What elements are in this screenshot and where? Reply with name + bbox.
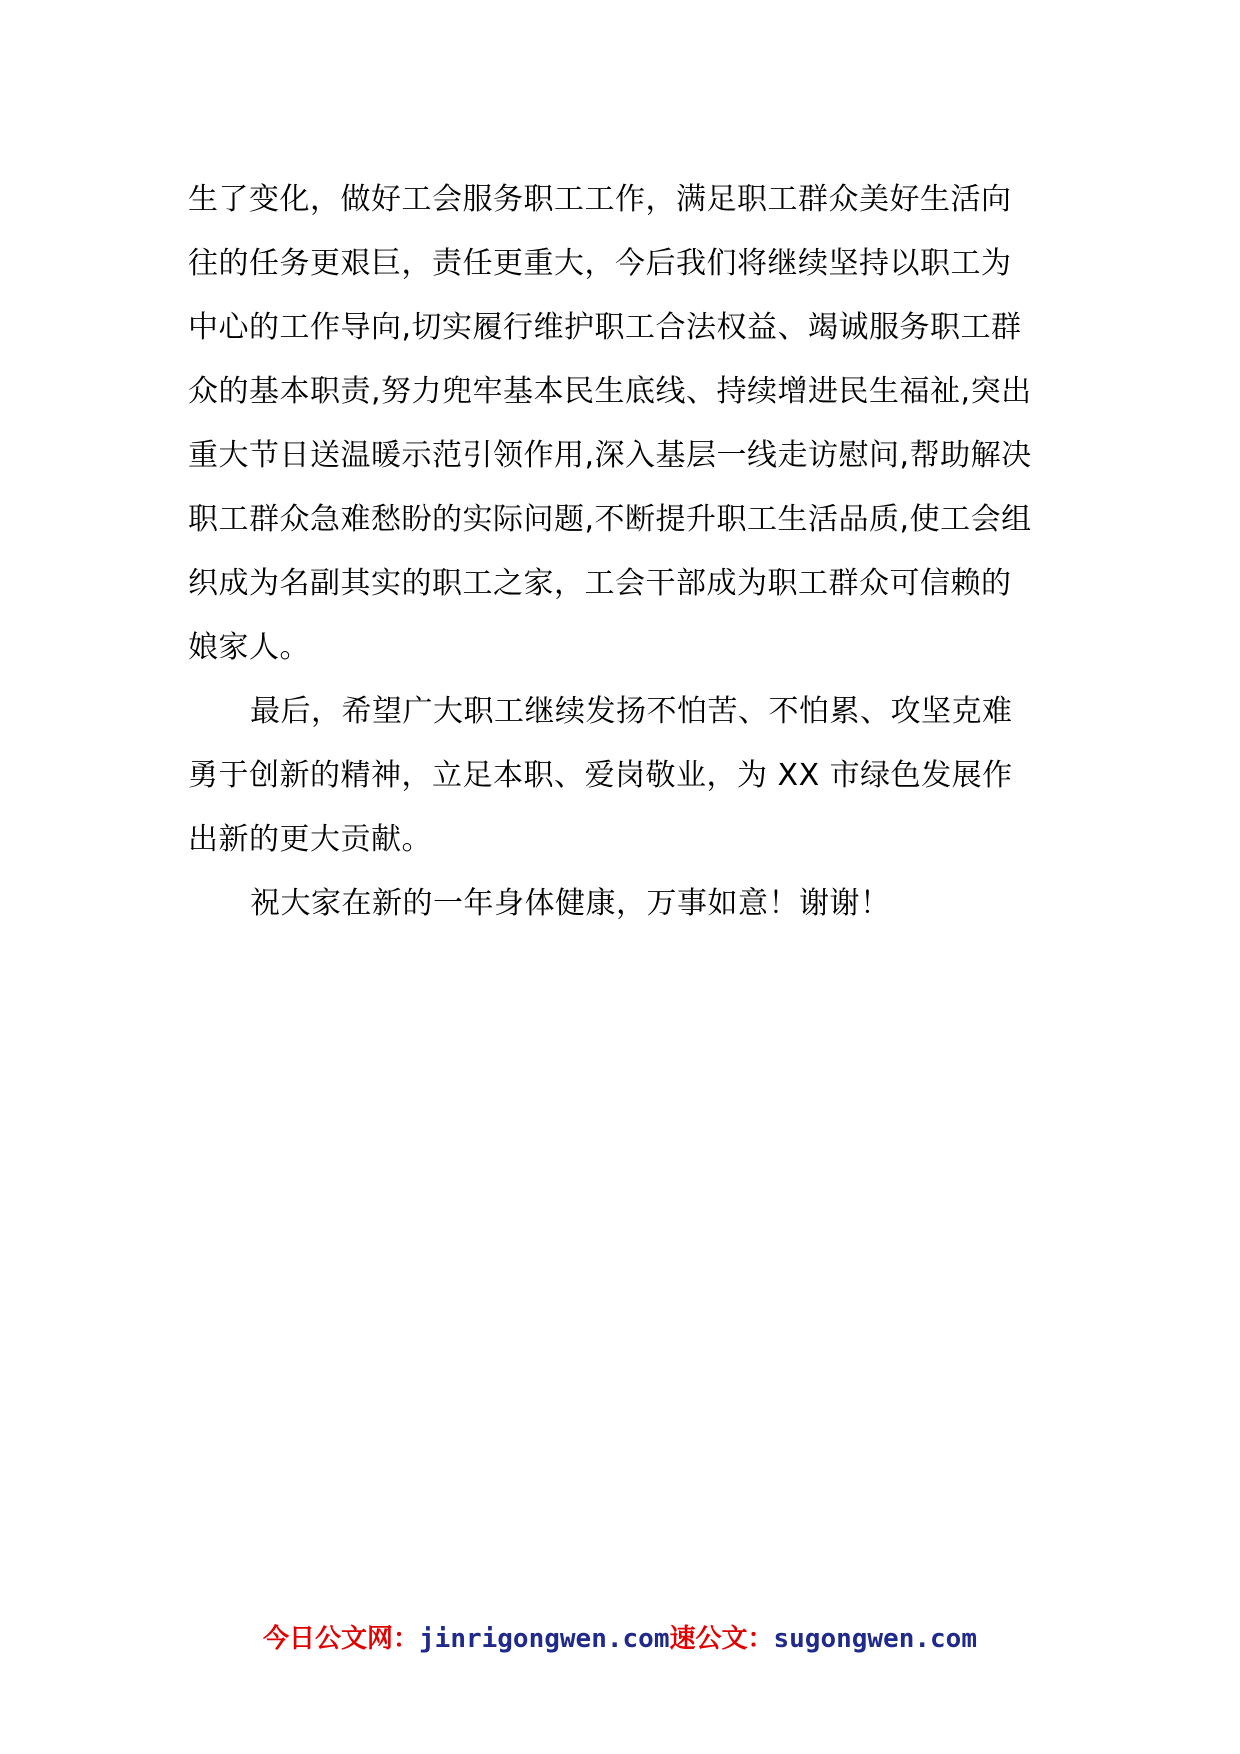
text-line: 勇于创新的精神，立足本职、爱岗敬业，为 XX 市绿色发展作	[188, 758, 1013, 793]
text-line: 祝大家在新的一年身体健康，万事如意！谢谢！	[250, 886, 891, 921]
text-line: 职工群众急难愁盼的实际问题,不断提升职工生活品质,使工会组	[188, 502, 1032, 537]
footer-label: 速公文：	[669, 1624, 774, 1654]
text-line: 最后，希望广大职工继续发扬不怕苦、不怕累、攻坚克难	[250, 694, 1013, 729]
paragraph	[188, 680, 1056, 872]
text-line: 织成为名副其实的职工之家，工会干部成为职工群众可信赖的	[188, 566, 1012, 601]
text-line: 中心的工作导向,切实履行维护职工合法权益、竭诚服务职工群	[188, 310, 1022, 345]
footer-link[interactable]: jinrigongwen.com	[419, 1624, 670, 1654]
text-line: 娘家人。	[188, 630, 310, 665]
footer-label: 今日公文网：	[263, 1624, 420, 1654]
paragraph	[188, 168, 1056, 680]
text-line: 往的任务更艰巨，责任更重大，今后我们将继续坚持以职工为	[188, 246, 1012, 281]
footer-link[interactable]: sugongwen.com	[773, 1624, 977, 1654]
text-line: 众的基本职责,努力兜牢基本民生底线、持续增进民生福祉,突出	[188, 374, 1032, 409]
text-line: 生了变化，做好工会服务职工工作，满足职工群众美好生活向	[188, 182, 1012, 217]
text-line: 出新的更大贡献。	[188, 822, 432, 857]
footer-watermark	[0, 1618, 1240, 1655]
text-line: 重大节日送温暖示范引领作用,深入基层一线走访慰问,帮助解决	[188, 438, 1032, 473]
document-body	[188, 168, 1056, 936]
paragraph	[188, 872, 1056, 936]
